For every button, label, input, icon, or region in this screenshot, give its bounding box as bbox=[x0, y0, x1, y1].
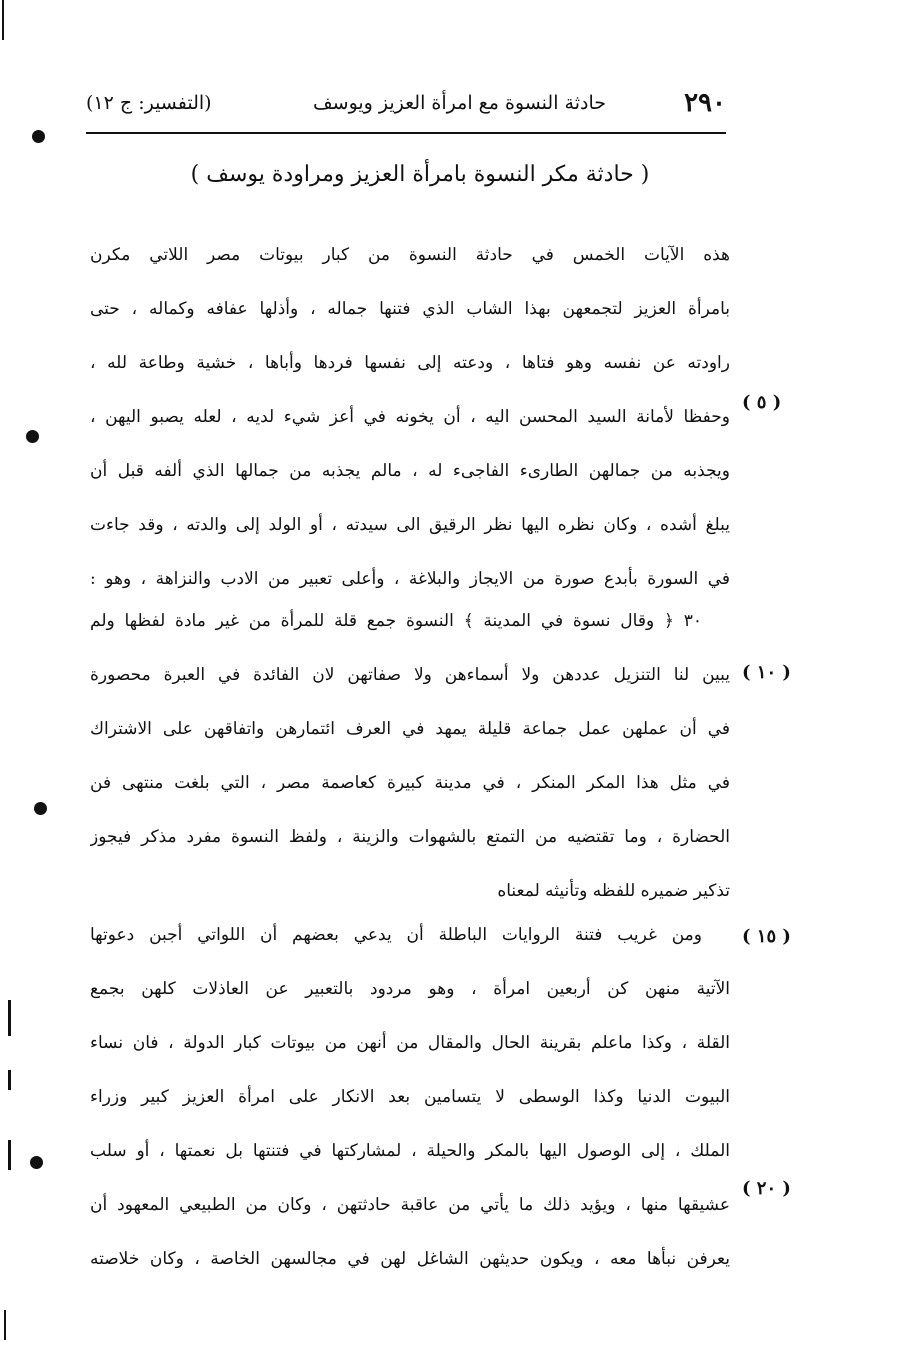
paragraph-1 bbox=[90, 228, 730, 606]
header-rule bbox=[86, 132, 726, 134]
line-number-marker: ( ١٥ ) bbox=[742, 926, 791, 947]
text-line: في مثل هذا المكر المنكر ، في مدينة كبيرة كعاصمة مصر ، التي بلغت منتهى فن bbox=[90, 773, 730, 793]
line-number-marker: ( ٢٠ ) bbox=[742, 1178, 791, 1199]
text-line: وحفظا لأمانة السيد المحسن اليه ، أن يخونه في أعز شيء لديه ، لعله يصبو اليهن ، bbox=[90, 407, 730, 427]
scan-edge-mark bbox=[8, 1140, 11, 1170]
text-line: راودته عن نفسه وهو فتاها ، ودعته إلى نفسها فردها وأباها ، خشية وطاعة لله ، bbox=[90, 353, 730, 373]
text-line: في أن عملهن عمل جماعة قليلة يمهد في العرف ائتمارهن واتفاقهن على الاشتراك bbox=[90, 719, 730, 739]
line-number-marker: ( ٥ ) bbox=[742, 392, 782, 413]
text-line: ويجذبه من جمالهن الطارىء الفاجىء له ، مالم يجذبه من جمالها الذي ألفه قبل أن bbox=[90, 461, 730, 481]
scan-edge-mark bbox=[2, 0, 4, 40]
text-line: البيوت الدنيا وكذا الوسطى لا يتسامين بعد الانكار على امرأة العزيز كبير وزراء bbox=[90, 1087, 730, 1107]
text-line: القلة ، وكذا ماعلم بقرينة الحال والمقال من أنهن من بيوتات كبار الدولة ، فان نساء bbox=[90, 1033, 730, 1053]
text-line: الملك ، إلى الوصول اليها بالمكر والحيلة ، لمشاركتها في فتنتها بل نعمتها ، أو سلب bbox=[90, 1141, 730, 1161]
text-line: بامرأة العزيز لتجمعهن بهذا الشاب الذي فتنها جماله ، وأذلها عفافه وكماله ، حتى bbox=[90, 299, 730, 319]
text-line: يعرفن نبأها معه ، ويكون حديثهن الشاغل لهن في مجالسهن الخاصة ، وكان خلاصته bbox=[90, 1249, 730, 1269]
scan-edge-mark bbox=[8, 1070, 11, 1090]
paragraph-2 bbox=[90, 594, 730, 918]
punch-hole-dot bbox=[32, 130, 45, 143]
running-title: حادثة النسوة مع امرأة العزيز ويوسف bbox=[312, 92, 606, 114]
scan-edge-mark bbox=[8, 1000, 11, 1036]
line-number-marker: ( ١٠ ) bbox=[742, 662, 791, 683]
text-line: في السورة بأبدع صورة من الايجاز والبلاغة ، وأعلى تعبير من الادب والنزاهة ، وهو : bbox=[90, 569, 730, 589]
text-line: ٣٠ ﴿ وقال نسوة في المدينة ﴾ النسوة جمع قلة للمرأة من غير مادة لفظها ولم bbox=[90, 611, 702, 631]
punch-hole-dot bbox=[30, 1156, 43, 1169]
text-line: يبلغ أشده ، وكان نظره اليها نظر الرقيق الى سيدته ، أو الولد إلى والدته ، وقد جاءت bbox=[90, 515, 730, 535]
page-header bbox=[86, 88, 726, 128]
scan-edge-mark bbox=[4, 1310, 6, 1340]
book-reference: (التفسير: ج ١٢) bbox=[86, 92, 212, 114]
punch-hole-dot bbox=[34, 802, 47, 815]
text-line: ومن غريب فتنة الروايات الباطلة أن يدعي بعضهم أن اللواتي أجبن دعوتها bbox=[90, 925, 702, 945]
text-line: الآتية منهن كن أربعين امرأة ، وهو مردود بالتعبير عن العاذلات كلهن بجمع bbox=[90, 979, 730, 999]
paragraph-3 bbox=[90, 908, 730, 1286]
text-line: يبين لنا التنزيل عددهن ولا أسماءهن ولا صفاتهن لان الفائدة في العبرة محصورة bbox=[90, 665, 730, 685]
page-number: ٢٩٠ bbox=[684, 88, 726, 118]
section-heading: ( حادثة مكر النسوة بامرأة العزيز ومراودة يوسف ) bbox=[190, 162, 650, 187]
text-line: تذكير ضميره للفظه وتأنيثه لمعناه bbox=[497, 881, 730, 901]
text-line: عشيقها منها ، ويؤيد ذلك ما يأتي من عاقبة حادثتهن ، وكان من الطبيعي المعهود أن bbox=[90, 1195, 730, 1215]
text-line: هذه الآيات الخمس في حادثة النسوة من كبار بيوتات مصر اللاتي مكرن bbox=[90, 245, 730, 265]
punch-hole-dot bbox=[26, 430, 39, 443]
text-line: الحضارة ، وما تقتضيه من التمتع بالشهوات والزينة ، ولفظ النسوة مفرد مذكر فيجوز bbox=[90, 827, 730, 847]
